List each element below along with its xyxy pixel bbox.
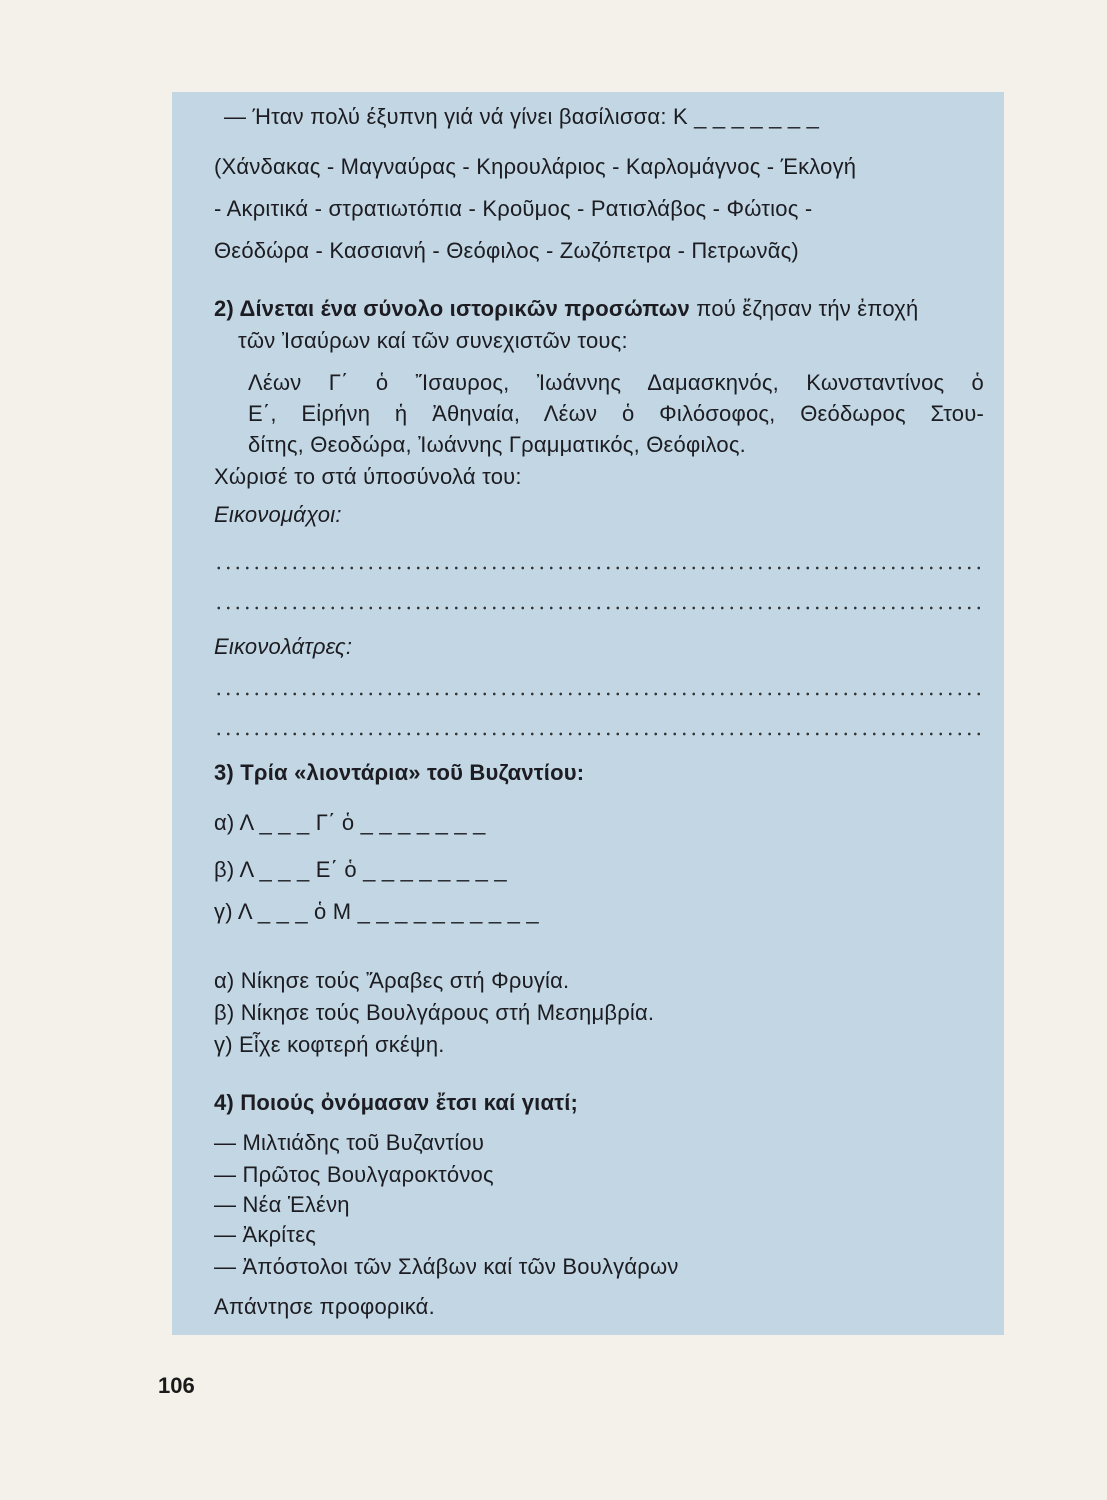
- blank-a: α) Λ _ _ _ Γ΄ ὁ _ _ _ _ _ _ _: [214, 810, 486, 835]
- answer-line-4: [214, 732, 984, 736]
- word-bank-line-1: (Χάνδακας - Μαγναύρας - Κηρουλάριος - Καρλομάγνος - Έκλογή: [214, 154, 857, 179]
- clue-a: α) Νίκησε τούς Ἄραβες στή Φρυγία.: [214, 968, 570, 993]
- answer-line-2: [214, 606, 984, 610]
- iconodules-label: Εικονολάτρες:: [214, 634, 353, 659]
- instruction: Χώρισέ το στά ύποσύνολά του:: [214, 464, 522, 489]
- word-bank-line-3: Θεόδώρα - Κασσιανή - Θεόφιλος - Ζωζόπετρα - Πετρωνᾶς): [214, 238, 799, 263]
- epithet-item-4: — Ἀκρίτες: [214, 1222, 317, 1247]
- persons-line-3: δίτης, Θεοδώρα, Ἰωάννης Γραμματικός, Θεόφιλος.: [248, 432, 746, 457]
- epithet-item-5: — Ἀπόστολοι τῶν Σλάβων καί τῶν Βουλγάρων: [214, 1254, 679, 1279]
- iconoclasts-label: Εικονομάχοι:: [214, 502, 342, 527]
- epithet-item-2: — Πρῶτος Βουλγαροκτόνος: [214, 1162, 494, 1187]
- page-number: 106: [158, 1373, 195, 1398]
- clue-line: — Ήταν πολύ έξυπνη γιά νά γίνει βασίλισσα: Κ _ _ _ _ _ _ _: [224, 104, 820, 129]
- persons-line-1: [248, 370, 984, 396]
- epithet-item-1: — Μιλτιάδης τοῦ Βυζαντίου: [214, 1130, 485, 1155]
- exercise2-heading-line2: τῶν Ἰσαύρων καί τῶν συνεχιστῶν τους:: [238, 328, 628, 353]
- exercise2-heading: [214, 296, 918, 322]
- persons-text-2: Ε΄, Εἰρήνη ἡ Ἀθηναία, Λέων ὁ Φιλόσοφος, Θεόδωρος Στου-: [248, 401, 984, 426]
- clue-c: γ) Εἶχε κοφτερή σκέψη.: [214, 1032, 445, 1057]
- closing-instruction: Απάντησε προφορικά.: [214, 1294, 435, 1319]
- exercise2-heading-bold: 2) Δίνεται ένα σύνολο ιστορικῶν προσώπων: [214, 296, 690, 321]
- word-bank-line-2: - Ακριτικά - στρατιωτόπια - Κροῦμος - Ρατισλάβος - Φώτιος -: [214, 196, 813, 221]
- clue-b: β) Νίκησε τούς Βουλγάρους στή Μεσημβρία.: [214, 1000, 655, 1025]
- epithet-item-3: — Νέα Ἑλένη: [214, 1192, 350, 1217]
- blank-b: β) Λ _ _ _ Ε΄ ὁ _ _ _ _ _ _ _ _: [214, 857, 507, 882]
- persons-text-1: Λέων Γ΄ ὁ Ἴσαυρος, Ἰωάννης Δαμασκηνός, Κωνσταντίνος ὁ: [248, 370, 984, 395]
- blank-c: γ) Λ _ _ _ ὁ Μ _ _ _ _ _ _ _ _ _ _: [214, 899, 539, 924]
- answer-line-3: [214, 692, 984, 696]
- exercise3-heading: 3) Τρία «λιοντάρια» τοῦ Βυζαντίου:: [214, 760, 585, 785]
- exercise2-heading-rest: πού ἔζησαν τήν ἐποχή: [689, 296, 919, 321]
- persons-line-2: [248, 401, 984, 427]
- answer-line-1: [214, 566, 984, 570]
- exercise4-heading: 4) Ποιούς ὀνόμασαν ἔτσι καί γιατί;: [214, 1090, 579, 1115]
